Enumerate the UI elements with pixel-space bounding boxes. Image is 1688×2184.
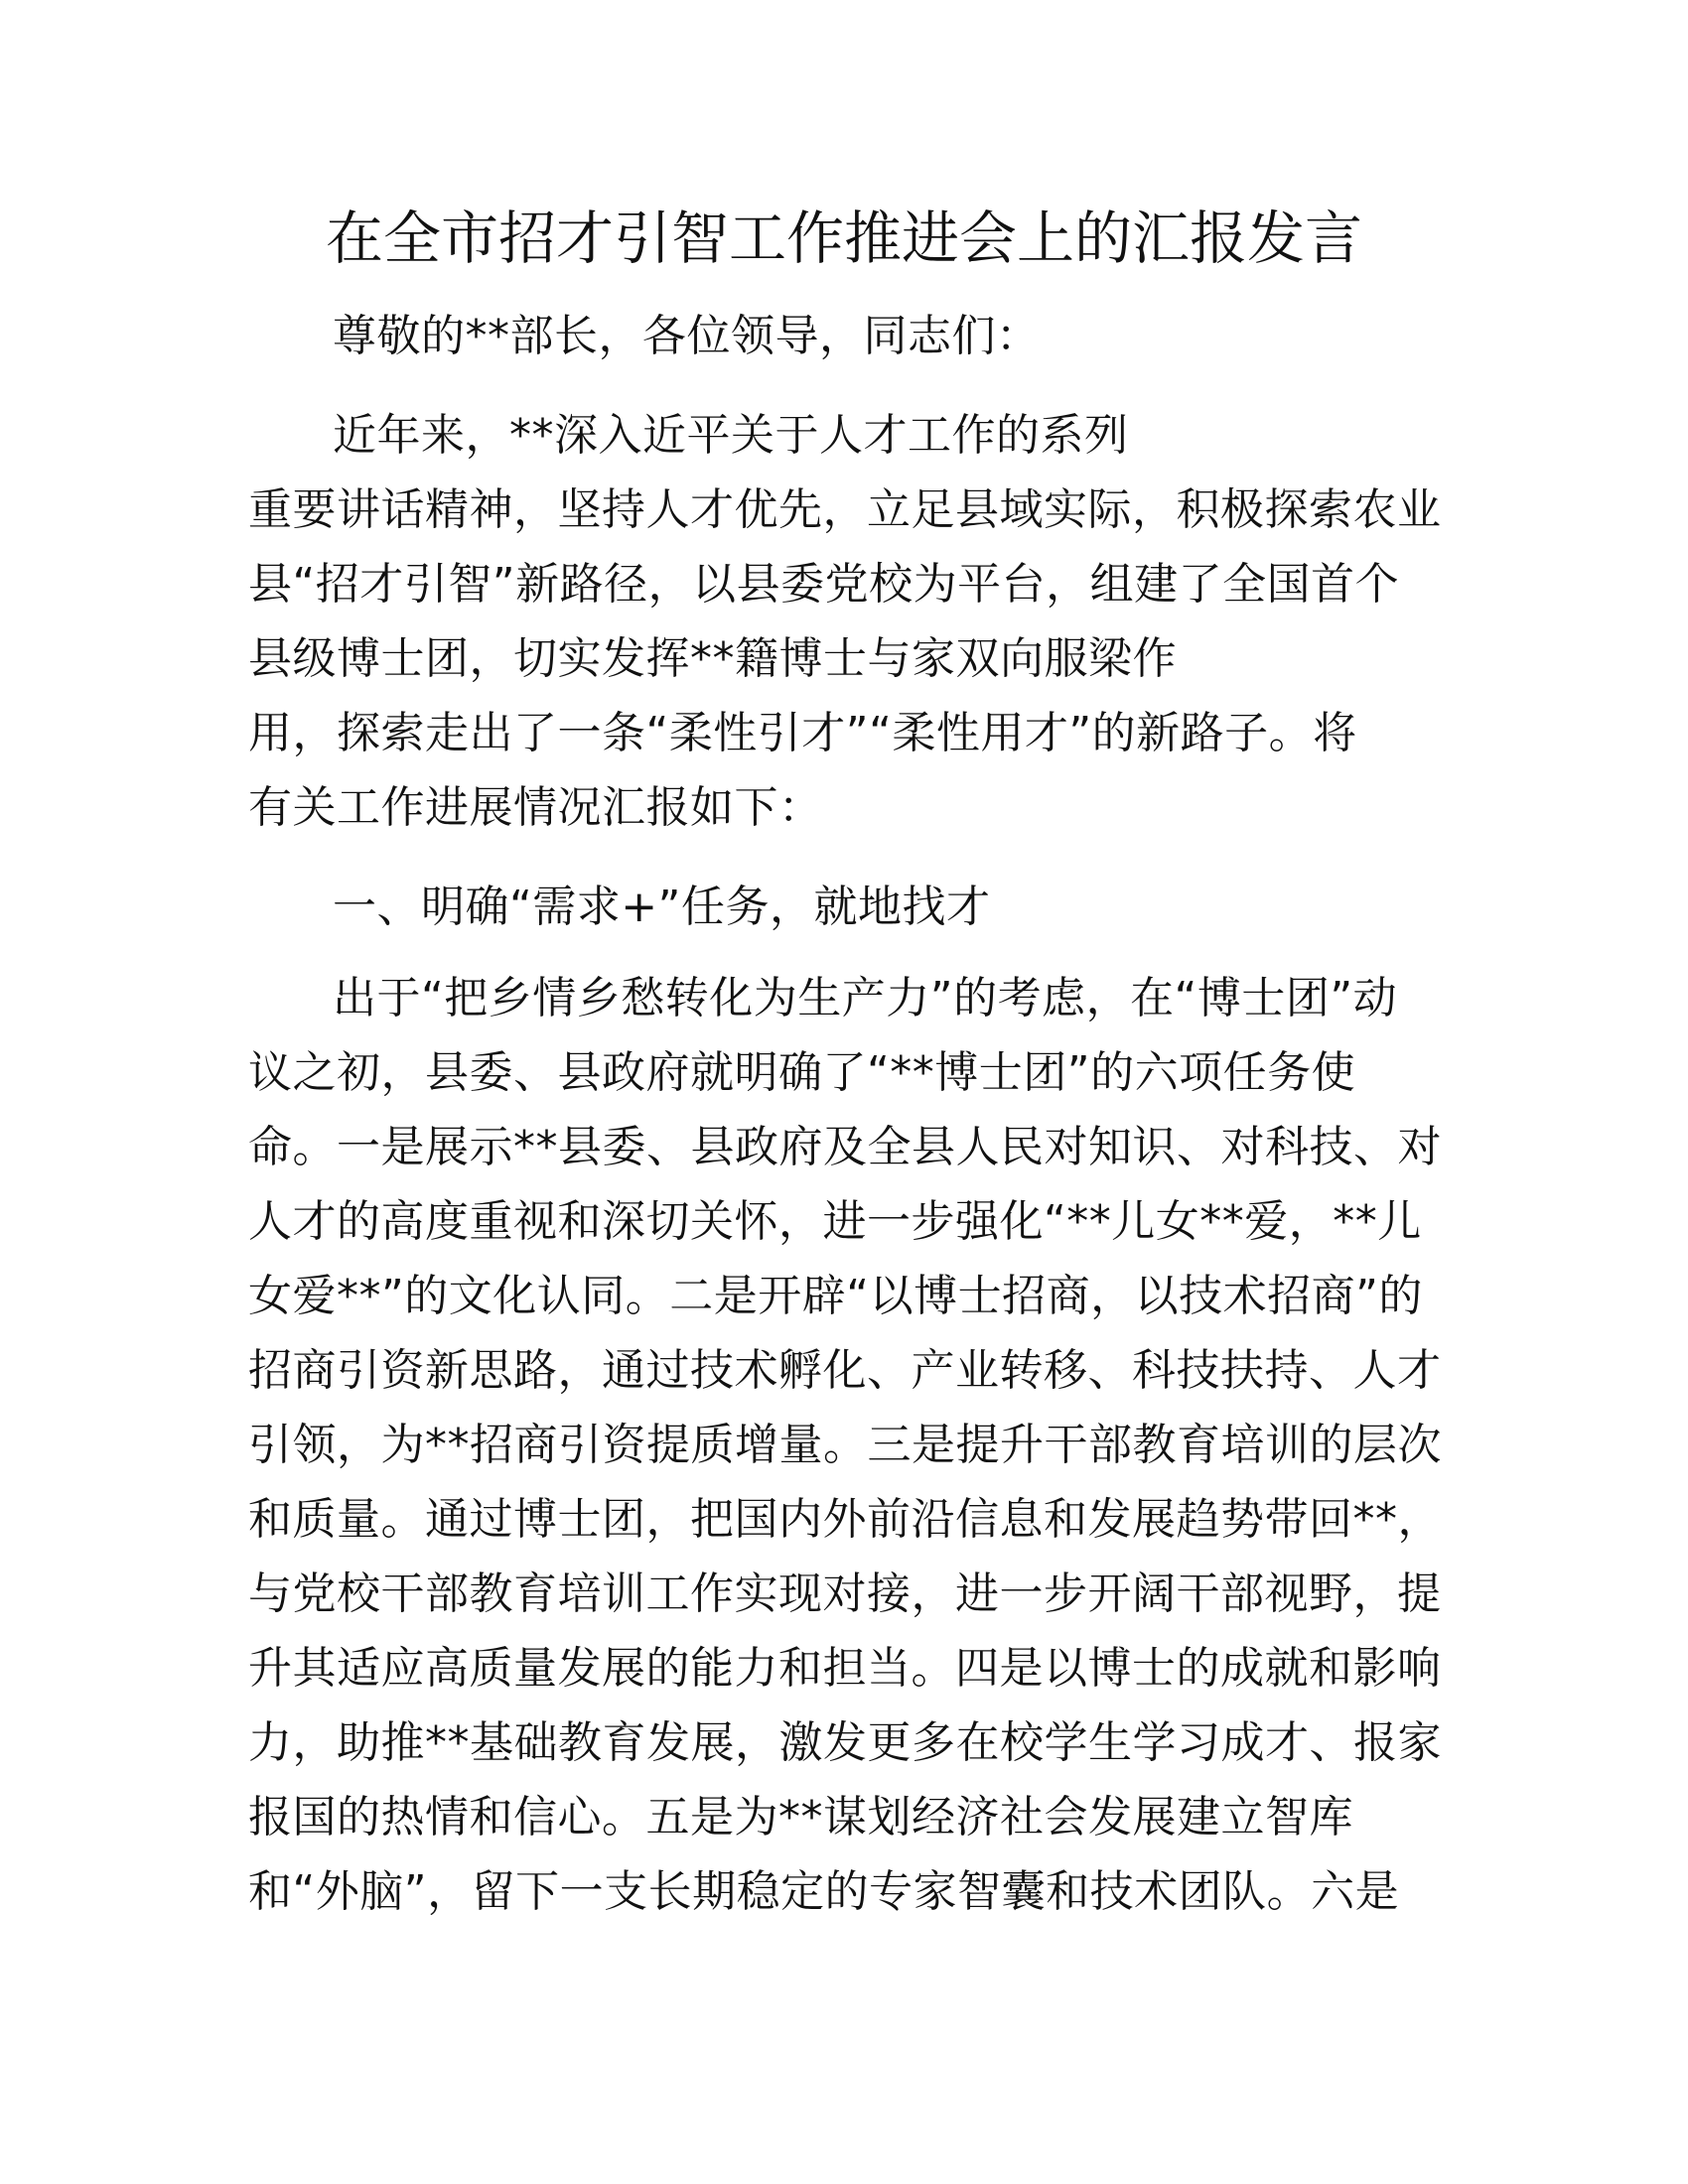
- paragraph-line: 力，助推**基础教育发展，激发更多在校学生学习成才、报家: [248, 1717, 1442, 1768]
- paragraph-line: 引领，为**招商引资提质增量。三是提升干部教育培训的层次: [248, 1420, 1442, 1470]
- salutation: 尊敬的**部长，各位领导，同志们：: [333, 311, 1041, 361]
- paragraph-line: 有关工作进展情况汇报如下：: [248, 782, 823, 833]
- paragraph-line: 与党校干部教育培训工作实现对接，进一步开阔干部视野，提: [248, 1569, 1442, 1619]
- paragraph-line: 用，探索走出了一条“柔性引才”“柔性用才”的新路子。将: [248, 708, 1357, 758]
- document-title: 在全市招才引智工作推进会上的汇报发言: [325, 205, 1362, 272]
- paragraph-line: 升其适应高质量发展的能力和担当。四是以博士的成就和影响: [248, 1643, 1442, 1694]
- paragraph-line: 命。一是展示**县委、县政府及全县人民对知识、对科技、对: [248, 1122, 1442, 1172]
- paragraph-line: 县“招才引智”新路径，以县委党校为平台，组建了全国首个: [248, 559, 1400, 610]
- paragraph-line: 近年来，**深入近平关于人才工作的系列: [333, 410, 1129, 461]
- paragraph-line: 重要讲话精神，坚持人才优先，立足县域实际，积极探索农业: [248, 484, 1442, 535]
- paragraph-line: 女爱**”的文化认同。二是开辟“以博士招商，以技术招商”的: [248, 1271, 1423, 1321]
- paragraph-line: 县级博士团，切实发挥**籍博士与家双向服梁作: [248, 633, 1177, 684]
- paragraph-line: 人才的高度重视和深切关怀，进一步强化“**儿女**爱，**儿: [248, 1196, 1422, 1247]
- paragraph-line: 招商引资新思路，通过技术孵化、产业转移、科技扶持、人才: [248, 1345, 1442, 1396]
- paragraph-line: 报国的热情和信心。五是为**谋划经济社会发展建立智库: [248, 1792, 1353, 1843]
- section-heading: 一、明确“需求+”任务，就地找才: [333, 882, 991, 932]
- paragraph-line: 议之初，县委、县政府就明确了“**博士团”的六项任务使: [248, 1047, 1356, 1098]
- paragraph-line: 和“外脑”，留下一支长期稳定的专家智囊和技术团队。六是: [248, 1866, 1400, 1917]
- paragraph-line: 出于“把乡情乡愁转化为生产力”的考虑，在“博士团”动: [333, 973, 1398, 1024]
- paragraph-line: 和质量。通过博士团，把国内外前沿信息和发展趋势带回**，: [248, 1494, 1442, 1545]
